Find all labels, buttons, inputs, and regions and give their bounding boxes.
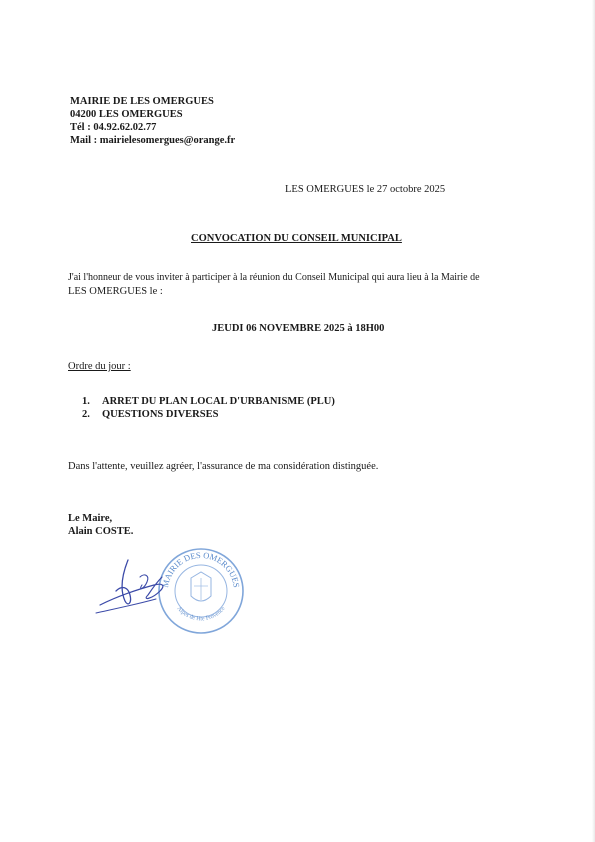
stamp-text: MAIRIE DES OMERGUES [160,549,242,589]
date-line: LES OMERGUES le 27 octobre 2025 [285,184,446,195]
handwritten-signature [92,555,182,625]
agenda-item [82,396,335,409]
signature-name: Alain COSTE. [68,526,134,537]
agenda-list [82,396,335,421]
intro-line-2: LES OMERGUES le : [68,286,163,297]
signature-role: Le Maire, [68,513,113,524]
agenda-heading: Ordre du jour : [68,361,131,372]
stamp-subtext: Alpes de Hte Provence [175,605,227,623]
meeting-datetime: JEUDI 06 NOVEMBRE 2025 à 18H00 [212,323,385,334]
agenda-item-number: 1. [82,396,90,407]
agenda-item-text: QUESTIONS DIVERSES [102,408,219,420]
agenda-item [82,409,335,422]
intro-line-1: J'ai l'honneur de vous inviter à participer à la réunion du Conseil Municipal qui aura lieu à la Mairie de [68,272,480,283]
header-line-2: 04200 LES OMERGUES [70,109,183,120]
agenda-item-number: 2. [82,408,90,420]
document-title: CONVOCATION DU CONSEIL MUNICIPAL [191,233,402,244]
header-mail: Mail : mairielesomergues@orange.fr [70,135,236,146]
header-line-1: MAIRIE DE LES OMERGUES [70,96,214,107]
agenda-item-text: ARRET DU PLAN LOCAL D'URBANISME (PLU) [102,396,335,407]
header-phone: Tél : 04.92.62.02.77 [70,122,157,133]
closing-line: Dans l'attente, veuillez agréer, l'assurance de ma considération distinguée. [68,461,379,472]
